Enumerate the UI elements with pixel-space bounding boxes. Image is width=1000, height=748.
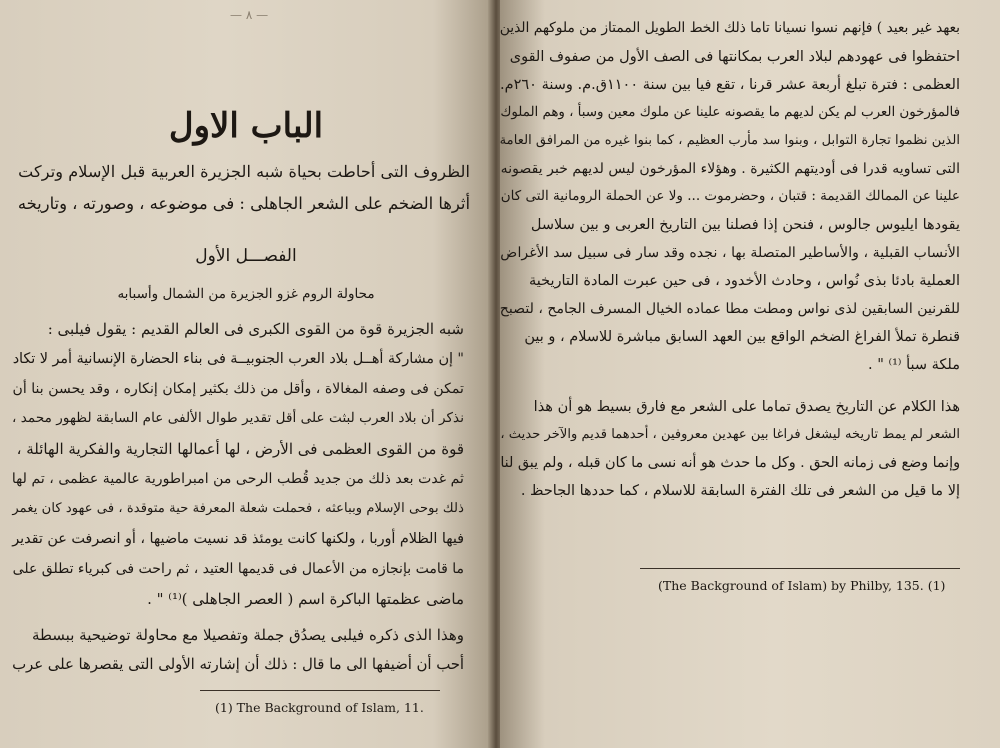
- body-line: هذا الكلام عن التاريخ يصدق تماما على الشعر مع فارق بسيط هو أن هذا: [533, 399, 960, 415]
- body-line: شبه الجزيرة قوة من القوى الكبرى فى العالم القديم : يقول فيلبى :: [47, 320, 464, 338]
- body-line: ثم غدت بعد ذلك من جديد قُطب الرحى من امبراطورية عالمية عظمى ، تم لها: [11, 471, 464, 487]
- body-line: فيها الظلام أوربا ، ولكنها كانت يومئذ قد نسيت ماضيها ، أو انصرفت عن تقدير: [12, 531, 464, 547]
- section-subtitle: محاولة الروم غزو الجزيرة من الشمال وأسبابه: [117, 286, 375, 302]
- body-line: العظمى : فترة تبلغ أربعة عشر قرنا ، تقع فيا بين سنة ١١٠٠ق.م. وسنة ٢٦٠م.: [500, 77, 960, 93]
- intro-line: أثرها الضخم على الشعر الجاهلى : فى موضوعه ، وصورته ، وتاريخه: [17, 194, 470, 213]
- body-line: العملية بادئا بذى نُواس ، وحادث الأخدود ، فى حين عبرت المادة التاريخية: [528, 273, 960, 289]
- body-line: الشعر لم يمط تاريخه ليشغل فراغا بين عهدين معروفين ، أحدهما قديم والآخر حديث ،: [500, 427, 960, 442]
- intro-line: الظروف التى أحاطت بحياة شبه الجزيرة العربية قبل الإسلام وتركت: [18, 162, 470, 181]
- footnote: (1) The Background of Islam, 11.: [215, 700, 424, 715]
- body-line: بعهد غير بعيد ) فإنهم نسوا نسيانا تاما ذلك الخط الطويل الممتاز من ملوكهم الذين: [500, 20, 960, 36]
- body-line: نذكر أن بلاد العرب لبثت على أقل تقدير طوال الألفى عام السابقة لظهور محمد ،: [12, 410, 464, 426]
- body-line: قوة من القوى العظمى فى الأرض ، لها أعمالها التجارية والفكرية الهائلة ،: [16, 440, 464, 458]
- right-page: [500, 0, 1000, 748]
- body-line: الأنساب القبلية ، والأساطير المتصلة بها ، نجده وقد سار فى سبيل سد الأغراض: [500, 245, 960, 261]
- section-title: الفصـــل الأول: [195, 246, 297, 266]
- body-line: وهذا الذى ذكره فيلبى يصدُق جملة وتفصيلا مع محاولة توضيحية ببسطة: [31, 626, 464, 644]
- footnote: (The Background of Islam) by Philby, 135. (1): [658, 578, 946, 593]
- body-line: ماضى عظمتها الباكرة اسم ( العصر الجاهلى )⁽¹⁾ " .: [147, 590, 464, 608]
- footnote-rule: [200, 690, 440, 691]
- body-line: يقودها ايليوس جالوس ، فنحن إذا فصلنا بين التاريخ العربى و بين سلاسل: [530, 217, 960, 233]
- body-line: التى تساويه قدرا فى أوديتهم الكثيرة . وهؤلاء المؤرخون ليس لديهم خبر يقصونه: [500, 161, 960, 177]
- page-number: — ٨ —: [230, 8, 269, 22]
- body-line: فالمؤرخون العرب لم يكن لديهم ما يقصونه علينا عن ملوك معين وسبأ ، وهم الملوك: [500, 105, 960, 120]
- body-line: للقرنين السابقين لذى نواس ومطت مطا عماده الخيال المسرف الجامح ، لتصبح: [500, 301, 960, 317]
- body-line: احتفظوا فى عهودهم لبلاد العرب بمكانتها فى الصف الأول من صفوف القوى: [509, 49, 960, 65]
- body-line: ما قامت بإنجازه من الأعمال فى قديمها العتيد ، ثم راحت فى كبرياء تطلق على: [12, 561, 464, 577]
- footnote-rule: [640, 568, 960, 569]
- body-line: تمكن فى وصفه المغالاة ، وأقل من ذلك بكثير إمكان إنكاره ، وقد يحسن بنا أن: [12, 381, 464, 397]
- body-line: ملكة سبأ ⁽¹⁾ " .: [868, 357, 960, 373]
- left-page: [0, 0, 492, 748]
- body-line: وإنما وضع فى زمانه الحق . وكل ما حدث هو أنه نسى ما كان قبله ، ولم يبق لنا: [500, 455, 960, 471]
- body-line: أحب أن أضيفها الى ما قال : ذلك أن إشارته الأولى التى يقصرها على عرب: [12, 656, 464, 673]
- chapter-title: الباب الاول: [168, 106, 324, 146]
- body-line: ذلك بوحى الإسلام وبباعثه ، فحملت شعلة المعرفة حية متوقدة ، فى عهود كان يغمر: [12, 501, 464, 516]
- body-line: إلا ما قيل من الشعر فى تلك الفترة السابقة للاسلام ، كما حددها الجاحظ .: [520, 483, 960, 499]
- body-line: الذين نظموا تجارة التوابل ، وبنوا سد مأرب العظيم ، كما بنوا غيره من المرافق العامة: [500, 133, 960, 148]
- body-line: " إن مشاركة أهــل بلاد العرب الجنوبيــة فى بناء الحضارة الإنسانية أمر لا تكاد: [12, 351, 464, 367]
- body-line: علينا عن الممالك القديمة : قتبان ، وحضرموت ... ولا عن الحملة الرومانية التى كان: [500, 188, 960, 204]
- body-line: قنطرة تملأ الفراغ الضخم الواقع بين العهد السابق مباشرة للاسلام ، و بين: [524, 329, 960, 345]
